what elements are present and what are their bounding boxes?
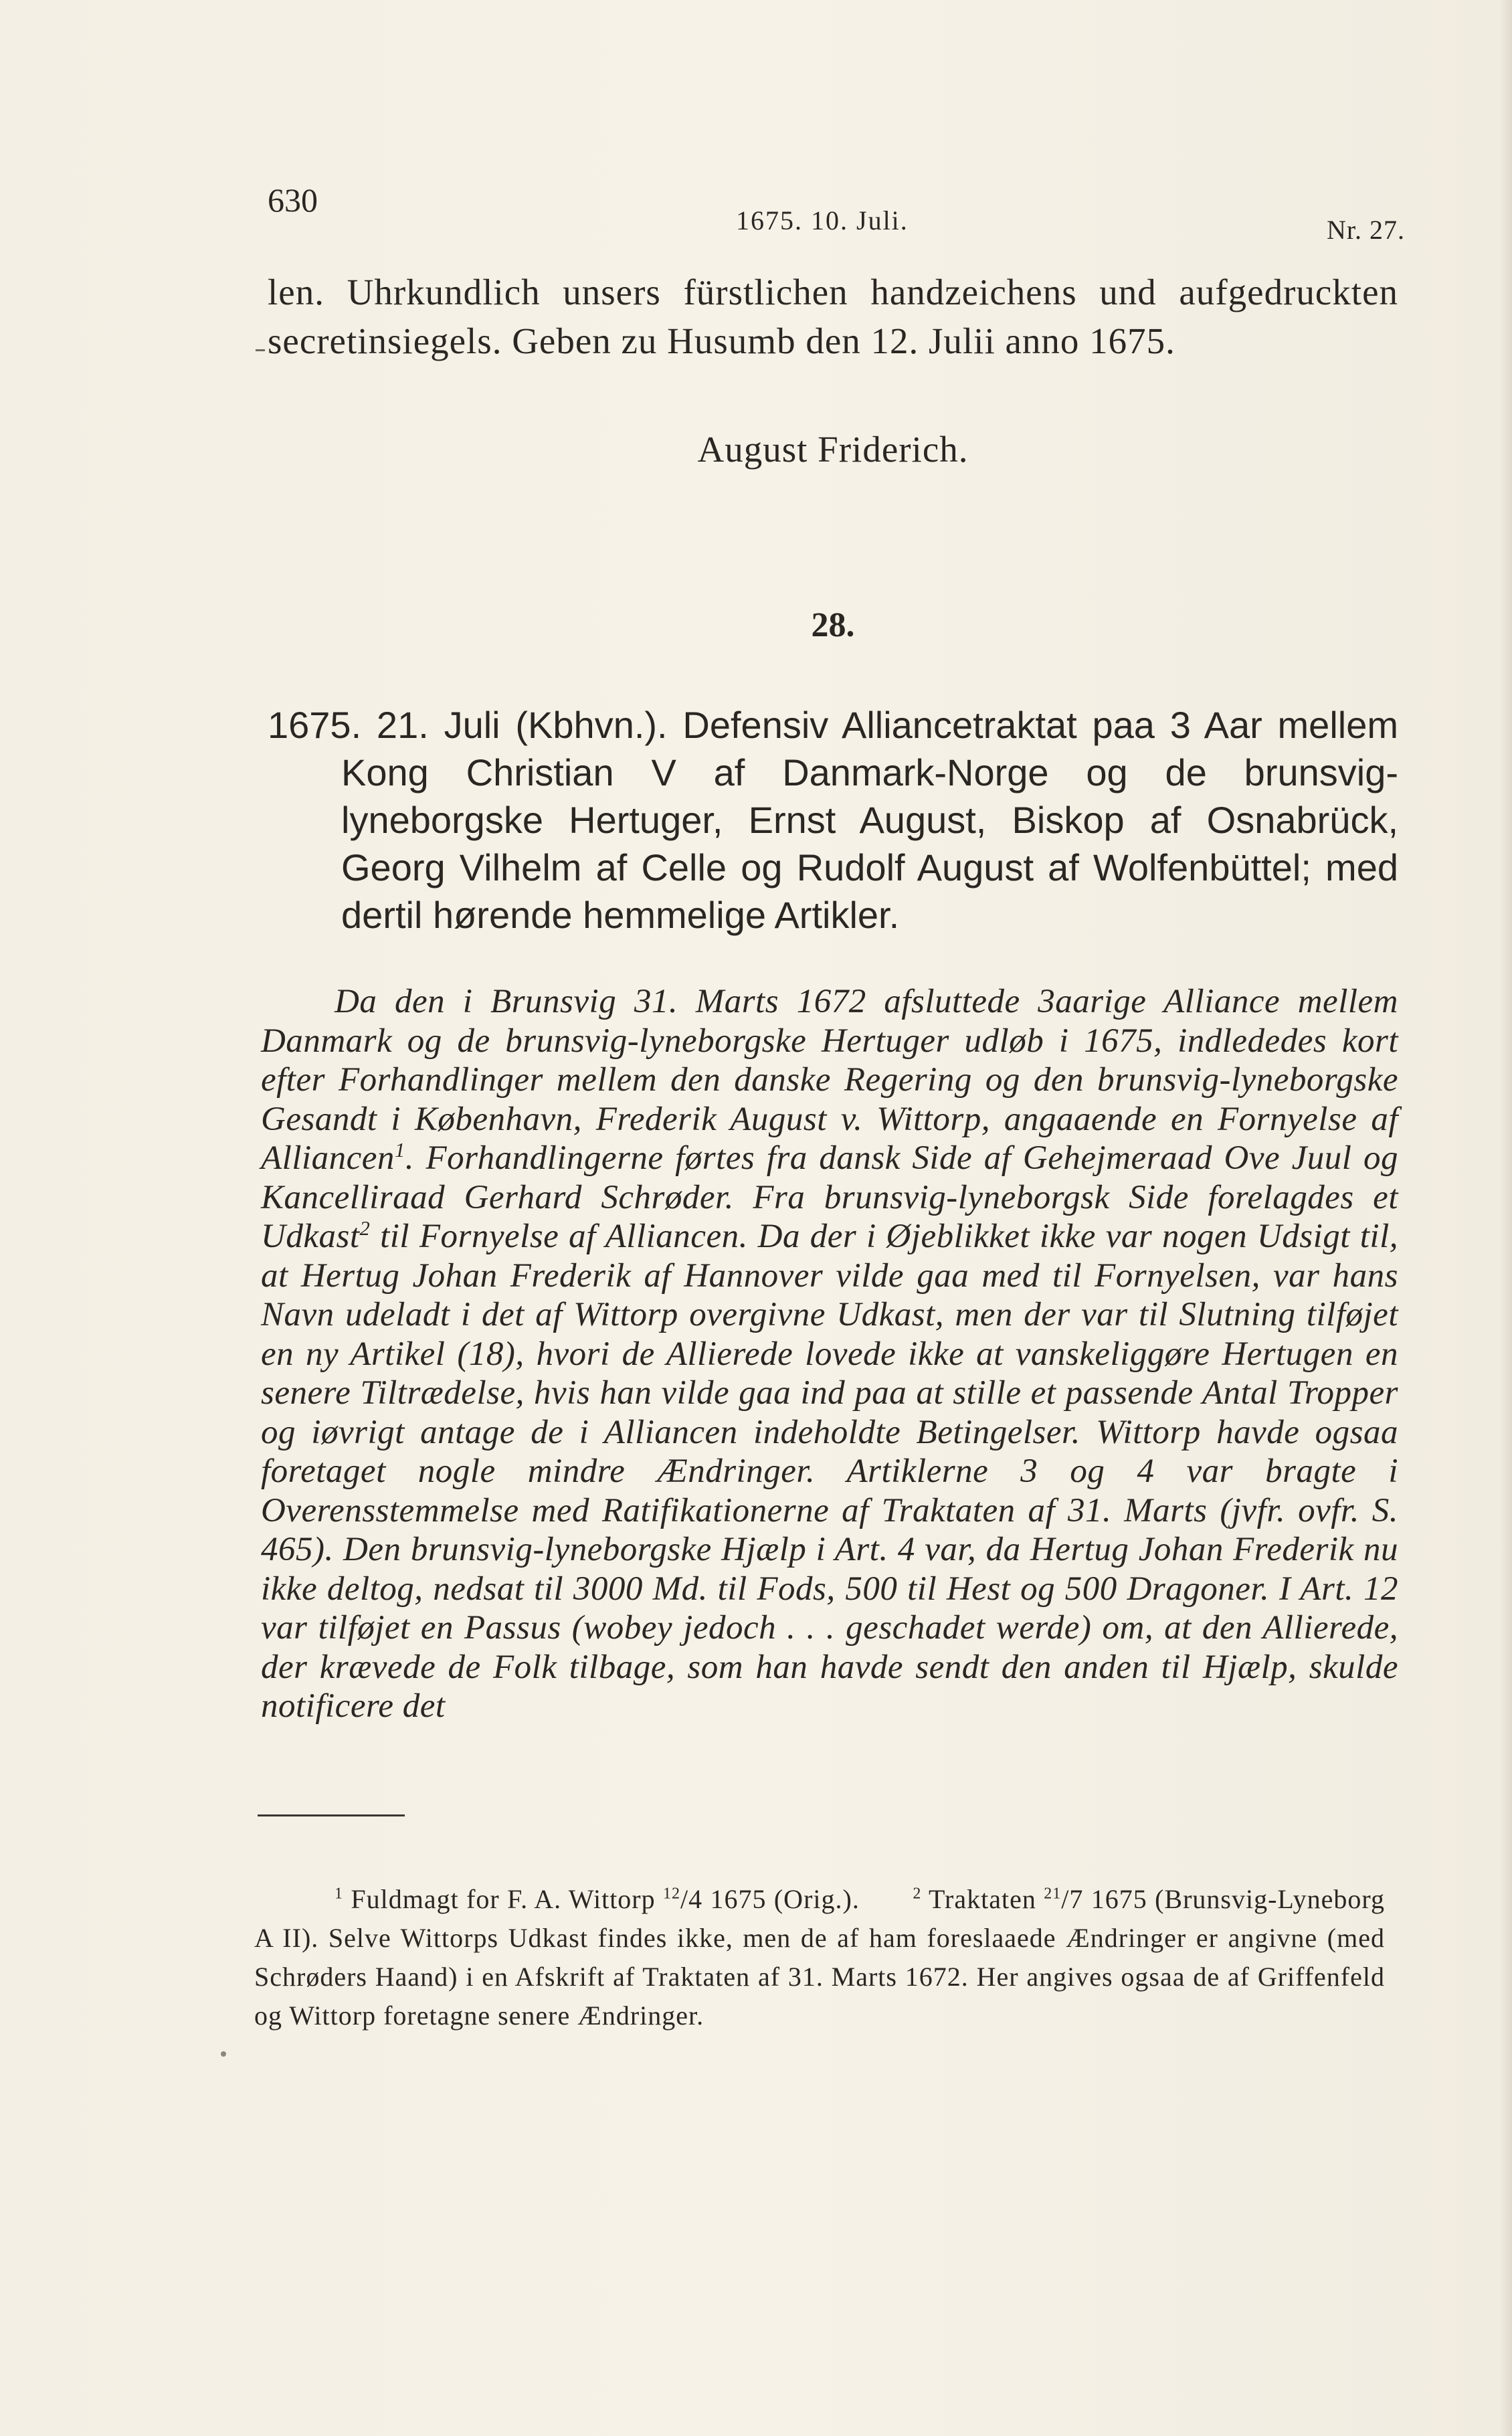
heading-description: Defensiv Alliancetraktat paa 3 Aar mellem Kong Christian V af Danmark-Norge og de brunsvig-lyneborgske Hertuger, Ernst August, Biskop af Osnabrück, Georg Vilhelm af Celle og Rudolf August af Wolfenbüttel; med dertil hørende hemmelige Artikler.: [341, 704, 1398, 936]
footnote-1-text-a: Fuldmagt for F. A. Wittorp: [343, 1884, 663, 1914]
footnotes: [254, 1880, 1385, 2035]
footnote-2-date-day: 21: [1044, 1885, 1062, 1903]
print-mark: [256, 349, 265, 351]
signature-line: August Friderich.: [697, 429, 969, 470]
page-number: 630: [268, 181, 318, 219]
continuation-paragraph: len. Uhrkundlich unsers fürstlichen handzeichens und aufgedruckten secretinsiegels. Geben zu Husumb den 12. Julii anno 1675.: [268, 272, 1398, 361]
document-heading: [268, 701, 1398, 939]
footnote-2-text-b: 1675 (Brunsvig-Lyneborg A II). Selve Wittorps Udkast findes ikke, men de af ham foreslaaede Ændringer er angivne (med Schrøders Haand) i en Afskrift af Traktaten af 31. Marts 1672. Her angives ogsaa de af Griffenfeld og Wittorp foretagne senere Ændringer.: [254, 1884, 1386, 2031]
intro-part-2: . Forhandlingerne førtes fra dansk Side af Gehejmeraad Ove Juul og Kancelliraad Gerhard Schrøder. Fra brunsvig-lyneborgsk Side forelagdes et Udkast: [261, 1139, 1398, 1255]
page-edge-shadow: [1500, 0, 1512, 2436]
footnote-1-date-day: 12: [663, 1885, 680, 1903]
document-number: 28.: [811, 606, 855, 644]
ink-spot: [221, 2051, 226, 2057]
footnote-mark-2: 2: [913, 1885, 922, 1903]
introduction-paragraph: [261, 982, 1398, 1726]
footnote-2-text-a: Traktaten: [921, 1884, 1044, 1914]
header-date: 1675. 10. Juli.: [736, 205, 909, 236]
footnote-1-date-month: /4: [680, 1884, 703, 1914]
footnote-2-date-month: /7: [1061, 1884, 1084, 1914]
footnote-ref-1: 1: [394, 1139, 405, 1161]
running-header: [268, 181, 1405, 245]
header-document-number: Nr. 27.: [1327, 215, 1405, 245]
intro-part-3: til Fornyelse af Alliancen. Da der i Øjeblikket ikke var nogen Udsigt til, at Hertug Johan Frederik af Hannover vilde gaa med til Fornyelsen, var hans Navn udeladt i det af Wittorp overgivne Udkast, men der var til Slutning tilføjet en ny Artikel (18), hvori de Allierede lovede ikke at vanskeliggøre Hertugen en senere Tiltrædelse, hvis han vilde gaa ind paa at stille et passende Antal Tropper og iøvrigt antage de i Alliancen indeholdte Betingelser. Wittorp havde ogsaa foretaget nogle mindre Ændringer. Artiklerne 3 og 4 var bragte i Overensstemmelse med Ratifikationerne af Traktaten af 31. Marts (jvfr. ovfr. S. 465). Den brunsvig-lyneborgske Hjælp i Art. 4 var, da Hertug Johan Frederik nu ikke deltog, nedsat til 3000 Md. til Fods, 500 til Hest og 500 Dragoner. I Art. 12 var tilføjet en Passus (wobey jedoch . . . geschadet werde) om, at den Allierede, der krævede de Folk tilbage, som han havde sendt den anden til Hjælp, skulde notificere det: [261, 1218, 1398, 1725]
footnote-ref-2: 2: [359, 1217, 371, 1240]
footnote-divider: [258, 1814, 405, 1816]
intro-part-1: Da den i Brunsvig 31. Marts 1672 afsluttede 3aarige Alliance mellem Danmark og de brunsvig-lyneborgske Hertuger udløb i 1675, indlededes kort efter Forhandlinger mellem den danske Regering og den brunsvig-lyneborgske Gesandt i København, Frederik August v. Wittorp, angaaende en Fornyelse af Alliancen: [261, 983, 1398, 1177]
footnote-block: [254, 1880, 1385, 2035]
footnote-1-text-b: 1675 (Orig.).: [702, 1884, 860, 1914]
heading-date: 1675. 21. Juli (Kbhvn.).: [268, 704, 668, 746]
footnote-mark-1: 1: [335, 1885, 343, 1903]
